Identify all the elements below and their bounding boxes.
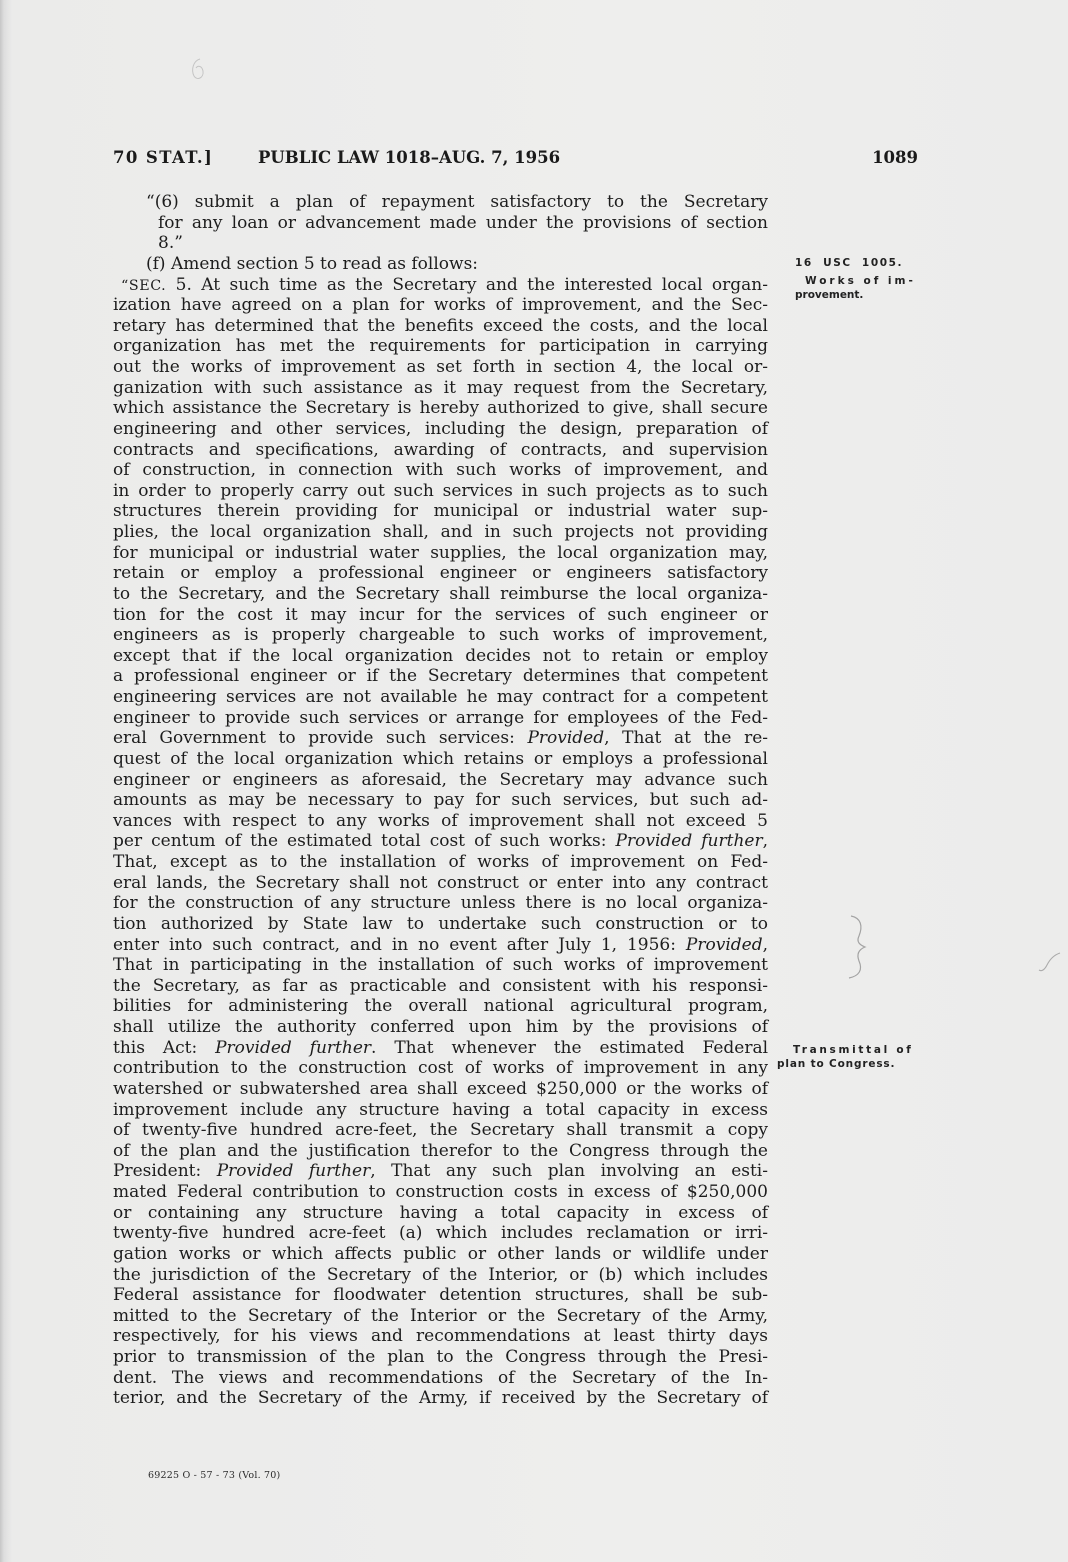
- text-line: except that if the local organization decides not to retain or employ: [113, 645, 768, 666]
- text-run: President:: [113, 1161, 217, 1182]
- italic-text: Provided further: [615, 831, 763, 852]
- text-line: dent. The views and recommendations of the Secretary of the In-: [113, 1367, 768, 1388]
- text-line: in order to properly carry out such services in such projects as to such: [113, 480, 768, 501]
- text-line: retary has determined that the benefits exceed the costs, and the local: [113, 315, 768, 336]
- paragraph: [113, 254, 768, 275]
- text-line: improvement include any structure having a total capacity in excess: [113, 1099, 768, 1120]
- running-head-title: PUBLIC LAW 1018–AUG. 7, 1956: [258, 148, 561, 167]
- text-line: twenty-five hundred acre-feet (a) which includes reclamation or irri-: [113, 1223, 768, 1244]
- text-line: mated Federal contribution to construction costs in excess of $250,000: [113, 1182, 768, 1202]
- text-run: ,: [762, 831, 769, 852]
- text-line: the jurisdiction of the Secretary of the Interior, or (b) which includes: [113, 1264, 768, 1285]
- statute-text: [113, 192, 768, 1409]
- text-line: terior, and the Secretary of the Army, if received by the Secretary of: [113, 1388, 768, 1409]
- text-run: 5. At such time as the Secretary and the interested local organ-: [166, 274, 768, 295]
- text-line: [113, 935, 768, 956]
- italic-text: Provided: [527, 728, 605, 749]
- pencil-check-mark: [1036, 950, 1064, 980]
- text-line: [113, 1038, 768, 1059]
- text-line: That in participating in the installation of such works of improvement: [113, 955, 768, 976]
- text-line: tion authorized by State law to undertake such construction or to: [113, 913, 768, 934]
- margin-note-line: plan to Congress.: [777, 1058, 896, 1070]
- text-line: quest of the local organization which retains or employs a professional: [113, 748, 768, 769]
- text-line: ization have agreed on a plan for works of improvement, and the Sec-: [113, 295, 768, 316]
- print-code: 69225 O - 57 - 73 (Vol. 70): [148, 1470, 281, 1481]
- text-line: which assistance the Secretary is hereby authorized to give, shall secure: [113, 398, 768, 419]
- text-line: a professional engineer or if the Secretary determines that competent: [113, 666, 768, 687]
- text-line: [113, 275, 768, 296]
- text-line: or containing any structure having a total capacity in excess of: [113, 1202, 768, 1223]
- text-line: engineer to provide such services or arrange for employees of the Fed-: [113, 707, 768, 728]
- text-run: enter into such contract, and in no event after July 1, 1956:: [113, 934, 686, 955]
- text-line: [113, 728, 768, 749]
- text-line: amounts as may be necessary to pay for such services, but such ad-: [113, 790, 768, 811]
- margin-note-line: provement.: [795, 289, 864, 301]
- text-line: contracts and specifications, awarding of contracts, and supervision: [113, 439, 768, 460]
- text-line: mitted to the Secretary of the Interior or the Secretary of the Army,: [113, 1305, 768, 1326]
- text-line: “(6) submit a plan of repayment satisfactory to the Secretary: [146, 192, 768, 212]
- text-line: organization has met the requirements for participation in carrying: [113, 336, 768, 357]
- text-line: engineering services are not available he may contract for a competent: [113, 687, 768, 707]
- text-line: the Secretary, as far as practicable and consistent with his responsi-: [113, 975, 768, 996]
- text-line: engineers as is properly chargeable to such works of improvement,: [113, 625, 768, 646]
- text-line: of twenty-five hundred acre-feet, the Secretary shall transmit a copy: [113, 1120, 768, 1141]
- margin-note-line: Works of im-: [805, 275, 916, 287]
- text-line: retain or employ a professional engineer or engineers satisfactory: [113, 563, 768, 584]
- margin-note-line: Transmittal of: [793, 1044, 914, 1056]
- text-run: , That at the re-: [604, 728, 768, 749]
- text-line: eral lands, the Secretary shall not construct or enter into any contract: [113, 872, 768, 893]
- text-run: eral Government to provide such services:: [113, 728, 528, 749]
- text-line: plies, the local organization shall, and in such projects not providing: [113, 522, 768, 542]
- text-line: structures therein providing for municipal or industrial water sup-: [113, 501, 768, 522]
- text-line: for municipal or industrial water supplies, the local organization may,: [113, 542, 768, 563]
- pencil-loop-mark: [188, 56, 210, 82]
- text-line: (f) Amend section 5 to read as follows:: [146, 253, 479, 274]
- pencil-brace-mark: [842, 912, 872, 982]
- text-line: 8.”: [158, 233, 183, 254]
- text-line: tion for the cost it may incur for the services of such engineer or: [113, 604, 768, 625]
- text-line: out the works of improvement as set forth in section 4, the local or-: [113, 357, 768, 377]
- text-line: vances with respect to any works of improvement shall not exceed 5: [113, 810, 768, 831]
- text-line: ganization with such assistance as it may request from the Secretary,: [113, 377, 768, 398]
- text-line: of construction, in connection with such works of improvement, and: [113, 460, 768, 481]
- text-line: for the construction of any structure unless there is no local organiza-: [113, 893, 768, 914]
- text-line: respectively, for his views and recommendations at least thirty days: [113, 1326, 768, 1347]
- text-run: per centum of the estimated total cost of such works:: [113, 831, 616, 852]
- text-line: Federal assistance for floodwater detention structures, shall be sub-: [113, 1285, 768, 1306]
- text-run: , That any such plan involving an esti-: [370, 1161, 768, 1182]
- text-line: shall utilize the authority conferred upon him by the provisions of: [113, 1017, 768, 1037]
- text-line: prior to transmission of the plan to the Congress through the Presi-: [113, 1347, 768, 1367]
- small-caps-text: “SEC.: [121, 277, 167, 294]
- text-run: . That whenever the estimated Federal: [371, 1037, 769, 1058]
- text-line: contribution to the construction cost of works of improvement in any: [113, 1058, 768, 1079]
- italic-text: Provided further: [215, 1037, 372, 1058]
- text-line: gation works or which affects public or other lands or wildlife under: [113, 1243, 768, 1264]
- italic-text: Provided further: [216, 1161, 371, 1182]
- text-line: bilities for administering the overall national agricultural program,: [113, 996, 768, 1017]
- text-line: engineering and other services, including the design, preparation of: [113, 418, 768, 439]
- text-run: ,: [762, 934, 768, 955]
- text-run: this Act:: [113, 1037, 216, 1058]
- text-line: engineer or engineers as aforesaid, the Secretary may advance such: [113, 769, 768, 790]
- italic-text: Provided: [685, 934, 763, 955]
- paragraph: [113, 275, 768, 1409]
- text-line: That, except as to the installation of works of improvement on Fed-: [113, 852, 768, 872]
- text-line: [113, 1161, 768, 1182]
- paragraph: [113, 192, 768, 254]
- text-line: of the plan and the justification therefor to the Congress through the: [113, 1140, 768, 1161]
- text-line: [113, 831, 768, 852]
- text-line: watershed or subwatershed area shall exceed $250,000 or the works of: [113, 1078, 768, 1099]
- text-line: for any loan or advancement made under the provisions of section: [158, 212, 768, 233]
- text-line: to the Secretary, and the Secretary shall reimburse the local organiza-: [113, 583, 768, 604]
- page-number: 1089: [872, 148, 918, 167]
- running-head-volume: 70 STAT.]: [113, 148, 214, 167]
- margin-note-citation: 16 USC 1005.: [795, 257, 904, 269]
